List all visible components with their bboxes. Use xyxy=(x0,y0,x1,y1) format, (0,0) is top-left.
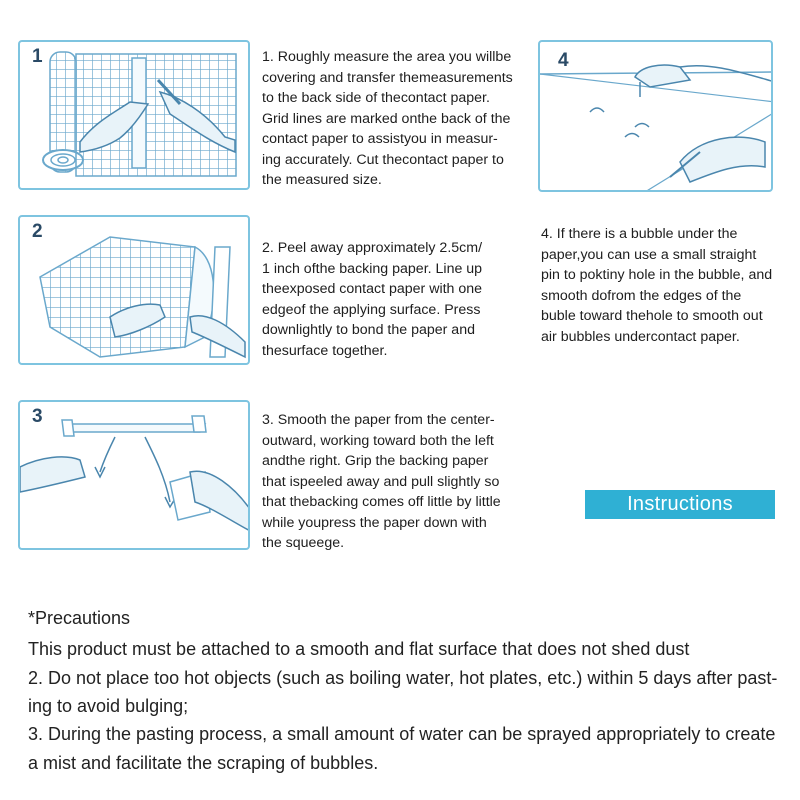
step-3-text: 3. Smooth the paper from the center- outward, working toward both the left andthe right. Grip the backing paper that ispeeled away and pull slightly so that thebacking comes off little by little while youpress the paper down with the squeege. xyxy=(262,412,501,551)
step-1-text: 1. Roughly measure the area you willbe covering and transfer themeasurements to the back side of thecontact paper. Grid lines are marked onthe back of the contact paper to assistyou in measur- ing accurately. Cut thecontact paper to the measured size. xyxy=(262,49,513,188)
step-3-illustration-panel xyxy=(18,400,250,550)
bubble-removal-illustration xyxy=(540,42,773,192)
measuring-grid-illustration xyxy=(20,42,250,190)
step-1-number: 1 xyxy=(32,46,43,67)
step-1-illustration-panel xyxy=(18,40,250,190)
step-2-number: 2 xyxy=(32,221,43,242)
step-2-text: 2. Peel away approximately 2.5cm/ 1 inch ofthe backing paper. Line up theexposed contact paper with one edgeof the applying surface. Press downlightly to bond the paper and thesurface together. xyxy=(262,240,483,359)
precaution-line: a mist and facilitate the scraping of bubbles. xyxy=(28,753,379,773)
step-2-illustration-panel xyxy=(18,215,250,365)
step-4-text: 4. If there is a bubble under the paper,you can use a small straight pin to poktiny hole in the bubble, and smooth dofrom the edges of the buble toward thehole to smooth out air bubbles undercontact paper. xyxy=(541,226,773,345)
precautions-title: *Precautions xyxy=(28,608,131,628)
instructions-badge: Instructions xyxy=(585,490,775,519)
smoothing-paper-illustration xyxy=(20,402,250,550)
precaution-line: 2. Do not place too hot objects (such as boiling water, hot plates, etc.) within 5 days after past- xyxy=(28,668,778,688)
step-4-number: 4 xyxy=(558,50,569,71)
precaution-line: ing to avoid bulging; xyxy=(28,696,189,716)
precaution-line: 3. During the pasting process, a small amount of water can be sprayed appropriately to create xyxy=(28,724,776,744)
precaution-line: This product must be attached to a smooth and flat surface that does not shed dust xyxy=(28,639,690,659)
step-4-illustration-panel xyxy=(538,40,773,192)
step-3-number: 3 xyxy=(32,406,43,427)
peeling-backing-illustration xyxy=(20,217,250,365)
